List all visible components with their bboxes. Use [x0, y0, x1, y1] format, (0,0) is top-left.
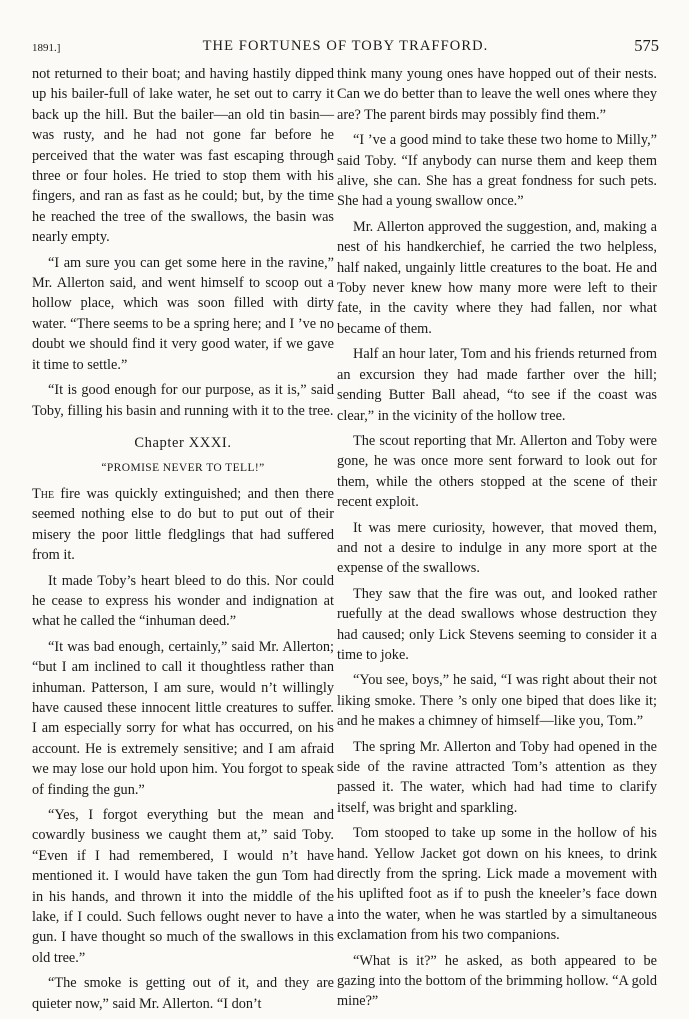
- paragraph: “It is good enough for our purpose, as it is,” said Toby, filling his basin and running with it to the tree.: [32, 382, 334, 419]
- paragraph: The scout reporting that Mr. Allerton and Toby were gone, he was once more sent forward to look out for them, while the others stopped at the scene of their recent exploit.: [337, 432, 657, 511]
- running-title: THE FORTUNES OF TOBY TRAFFORD.: [202, 38, 489, 54]
- chapter-title: Chapter XXXI.: [134, 434, 232, 451]
- opening-text: fire was quickly extinguished; and then there seemed nothing else to do but to put out of their misery the poor little fledglings that had suffered from it.: [32, 485, 334, 564]
- paragraph: It made Toby’s heart bleed to do this. Nor could he cease to express his wonder and indignation at what he called the “inhuman deed.”: [32, 572, 334, 630]
- issue-date: 1891.]: [32, 42, 61, 54]
- paragraph: Tom stooped to take up some in the hollow of his hand. Yellow Jacket got down on his knees, to drink directly from the spring. Lick made a movement with his uplifted foot as if to push the kneeler’s face down into the water, when he was startled by a simultaneous exclamation from his two companions.: [337, 825, 657, 944]
- paragraph: Mr. Allerton approved the suggestion, and, making a nest of his handkerchief, he carried the two helpless, half naked, ungainly little creatures to the boat. He and Toby never knew how many more were left to their fate, in the cavity where they had fallen, nor what became of them.: [337, 218, 657, 337]
- paragraph: Half an hour later, Tom and his friends returned from an excursion they had made farther over the hill; sending Butter Ball ahead, “to see if the coast was clear,” in the vicinity of the hollow tree.: [337, 346, 657, 424]
- paragraph: “Yes, I forgot everything but the mean and cowardly business we caught them at,” said Toby. “Even if I had remembered, I would n’t have mentioned it. I would have taken the gun Tom had in his hands, and thrown it into the middle of the lake, if I could. Such fellows ought never to have a gun. I have thought so much of the swallows in this old tree.”: [32, 807, 334, 966]
- paragraph: It was mere curiosity, however, that moved them, and not a desire to indulge in any more sport at the expense of the swallows.: [337, 519, 657, 577]
- paragraph: They saw that the fire was out, and looked rather ruefully at the dead swallows whose destruction they had caused; only Lick Stevens seeming to consider it a time to joke.: [337, 585, 657, 663]
- paragraph: The spring Mr. Allerton and Toby had opened in the side of the ravine attracted Tom’s attention as they passed it. The water, which had had time to clarify itself, was bright and sparkling.: [337, 738, 657, 816]
- chapter-opening-paragraph: [32, 484, 334, 566]
- paragraph: “I am sure you can get some here in the ravine,” Mr. Allerton said, and went himself to scoop out a hollow place, which was soon filled with dirty water. “There seems to be a spring here; and I ’ve no doubt we should find it very good water, if we gave it time to settle.”: [32, 254, 334, 373]
- paragraph: “It was bad enough, certainly,” said Mr. Allerton; “but I am inclined to call it thoughtless rather than inhuman. Patterson, I am sure, would n’t willingly have caused these innocent little creatures to suffer. I am especially sorry for what has occurred, on his account. He is extremely sensitive; and I am afraid we may lose our hold upon him. You forgot to speak of finding the gun.”: [32, 638, 334, 798]
- opening-word: The: [32, 485, 55, 502]
- right-column: [337, 64, 657, 1017]
- paragraph: think many young ones have hopped out of their nests. Can we do better than to leave the well ones where they are? The parent birds may possibly find them.”: [337, 66, 657, 123]
- paragraph: “The smoke is getting out of it, and they are quieter now,” said Mr. Allerton. “I don’t: [32, 975, 334, 1012]
- paragraph: “You see, boys,” he said, “I was right about their not liking smoke. There ’s only one biped that does like it; and he makes a chimney of himself—like you, Tom.”: [337, 672, 657, 730]
- paragraph: “What is it?” he asked, as both appeared to be gazing into the bottom of the brimming hollow. “A gold mine?”: [337, 952, 657, 1010]
- chapter-subtitle: “PROMISE NEVER TO TELL!”: [101, 461, 265, 474]
- paragraph: not returned to their boat; and having hastily dipped up his bailer-full of lake water, he set out to carry it back up the hill. But the bailer—an old tin basin—was rusty, and he had not gone far before he perceived that the water was fast escaping through three or four holes. He tried to stop them with his fingers, and ran as fast as he could; but, by the time he reached the tree of the swallows, the basin was nearly empty.: [32, 66, 334, 246]
- paragraph: “I ’ve a good mind to take these two home to Milly,” said Toby. “If anybody can nurse them and keep them alive, she can. She has a great fondness for such pets. She had a young swallow once.”: [337, 132, 657, 210]
- left-column: [32, 64, 334, 1019]
- running-header: [32, 36, 659, 58]
- page-number: 575: [634, 36, 659, 55]
